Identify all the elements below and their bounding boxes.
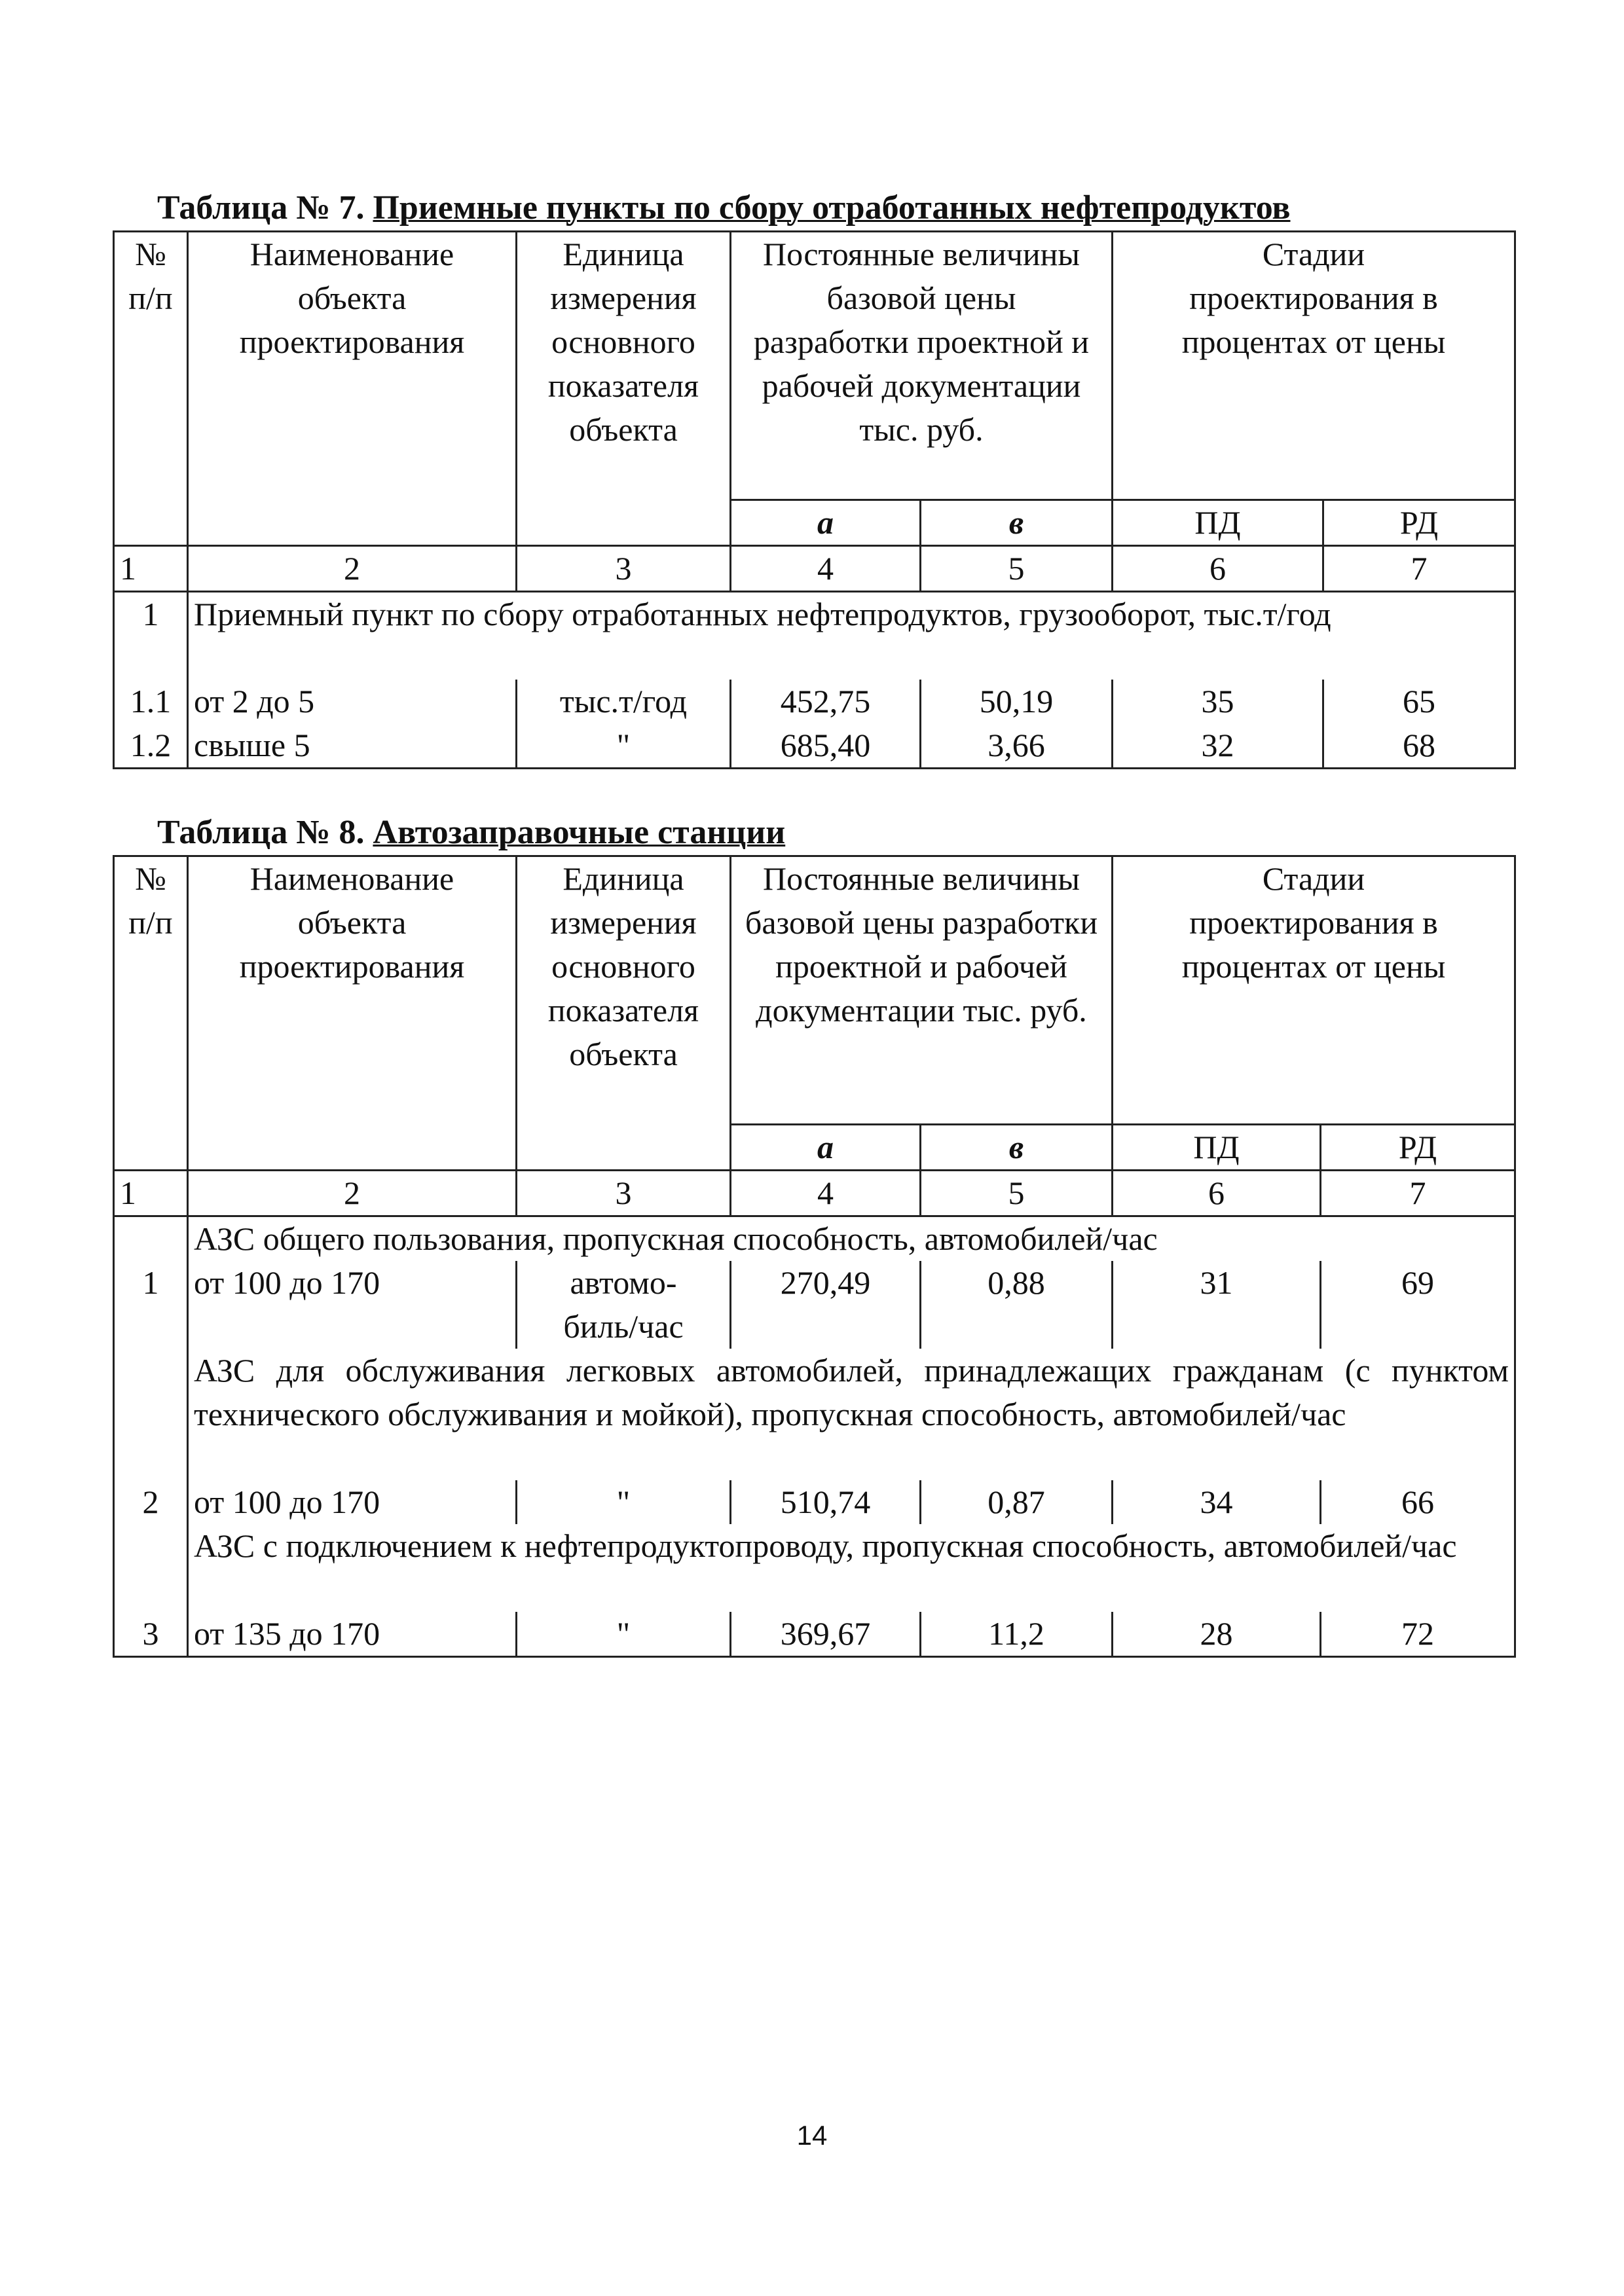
t8-colnum: 4 [731, 1171, 921, 1216]
t8-header-num: № п/п [114, 856, 188, 1171]
t8-header-unit: Единица измерения основного показателя объекта [517, 856, 731, 1171]
t7-row-name: от 2 до 5 [188, 680, 517, 723]
t7-colnum: 5 [921, 546, 1113, 592]
t8-row-rd: 69 [1321, 1261, 1515, 1349]
t8-row-pd: 34 [1113, 1480, 1321, 1524]
t7-group-row [114, 592, 1515, 680]
t8-row-a: 270,49 [731, 1261, 921, 1349]
t7-header-rd: РД [1323, 500, 1515, 546]
t8-colnum: 1 [114, 1171, 188, 1216]
t7-row-pd: 32 [1113, 723, 1323, 769]
t7-row-a: 452,75 [731, 680, 921, 723]
page-number: 14 [796, 2120, 828, 2151]
t8-row-unit: " [517, 1612, 731, 1657]
t8-row-unit: " [517, 1480, 731, 1524]
table8-caption-title: Автозаправочные станции [373, 814, 786, 851]
t8-row-name: от 100 до 170 [188, 1261, 517, 1349]
table-row [114, 1612, 1515, 1657]
t8-row-b: 0,87 [921, 1480, 1113, 1524]
t8-colnum: 6 [1113, 1171, 1321, 1216]
table8-caption-prefix: Таблица № 8. [157, 814, 365, 851]
t8-group-title-row [114, 1524, 1515, 1612]
table8 [113, 855, 1516, 1658]
t7-colnum: 6 [1113, 546, 1323, 592]
t8-num-spacer [114, 1524, 188, 1612]
t8-colnum: 5 [921, 1171, 1113, 1216]
t8-header-rd: РД [1321, 1125, 1515, 1171]
t8-header-name: Наименование объекта проектирования [188, 856, 517, 1171]
t8-row-unit: автомо-биль/час [517, 1261, 731, 1349]
table7-caption [157, 191, 1290, 225]
t7-row-unit: тыс.т/год [517, 680, 731, 723]
t8-row-rd: 72 [1321, 1612, 1515, 1657]
t8-num-spacer [114, 1349, 188, 1480]
t8-group-title-row [114, 1349, 1515, 1480]
t8-colnum: 7 [1321, 1171, 1515, 1216]
table7-caption-prefix: Таблица № 7. [157, 189, 365, 227]
table7 [113, 230, 1516, 769]
t7-header-num: № п/п [114, 232, 188, 546]
t8-header-b: в [921, 1125, 1113, 1171]
t8-header-a: а [731, 1125, 921, 1171]
t8-row-a: 369,67 [731, 1612, 921, 1657]
t7-header-unit: Единица измерения основного показателя объекта [517, 232, 731, 546]
table7-caption-title: Приемные пункты по сбору отработанных нефтепродуктов [373, 189, 1291, 227]
t7-header-name: Наименование объекта проектирования [188, 232, 517, 546]
t7-row-pd: 35 [1113, 680, 1323, 723]
t8-colnum-row [114, 1171, 1515, 1216]
t7-colnum: 4 [731, 546, 921, 592]
t7-row-a: 685,40 [731, 723, 921, 769]
t8-group-title: АЗС для обслуживания легковых автомобилей, принадлежащих гражданам (с пунктом технического обслуживания и мойкой), пропускная способность, автомобилей/час [188, 1349, 1515, 1480]
t8-colnum: 2 [188, 1171, 517, 1216]
t7-row-num: 1.2 [114, 723, 188, 769]
t7-row-b: 50,19 [921, 680, 1113, 723]
t8-row-name: от 135 до 170 [188, 1612, 517, 1657]
t7-row-b: 3,66 [921, 723, 1113, 769]
t8-row-num: 2 [114, 1480, 188, 1524]
t8-header-stages: Стадии проектирования в процентах от цены [1113, 856, 1515, 1125]
t7-row-unit: " [517, 723, 731, 769]
t8-header-const: Постоянные величины базовой цены разработки проектной и рабочей документации тыс. руб. [731, 856, 1113, 1125]
t7-colnum: 2 [188, 546, 517, 592]
t7-colnum: 7 [1323, 546, 1515, 592]
table8-caption [157, 816, 785, 850]
table-row [114, 680, 1515, 723]
t7-colnum-row [114, 546, 1515, 592]
t8-row-name: от 100 до 170 [188, 1480, 517, 1524]
t7-row-num: 1.1 [114, 680, 188, 723]
t7-colnum: 1 [114, 546, 188, 592]
t8-row-pd: 28 [1113, 1612, 1321, 1657]
t7-row-rd: 65 [1323, 680, 1515, 723]
t7-row-rd: 68 [1323, 723, 1515, 769]
t8-group-title: АЗС с подключением к нефтепродуктопроводу, пропускная способность, автомобилей/час [188, 1524, 1515, 1612]
t8-row-num: 1 [114, 1261, 188, 1349]
t8-group-title-row [114, 1216, 1515, 1262]
t7-group-num: 1 [114, 592, 188, 680]
t7-group-title: Приемный пункт по сбору отработанных нефтепродуктов, грузооборот, тыс.т/год [188, 592, 1515, 680]
t7-row-name: свыше 5 [188, 723, 517, 769]
t8-colnum: 3 [517, 1171, 731, 1216]
t8-row-a: 510,74 [731, 1480, 921, 1524]
t7-header-const: Постоянные величины базовой цены разработки проектной и рабочей документации тыс. руб. [731, 232, 1113, 500]
t8-row-b: 0,88 [921, 1261, 1113, 1349]
t7-header-a: а [731, 500, 921, 546]
table-row [114, 1480, 1515, 1524]
t8-row-b: 11,2 [921, 1612, 1113, 1657]
t7-header-pd: ПД [1113, 500, 1323, 546]
t8-row-pd: 31 [1113, 1261, 1321, 1349]
t8-num-spacer [114, 1216, 188, 1262]
t7-header-stages: Стадии проектирования в процентах от цены [1113, 232, 1515, 500]
t8-row-rd: 66 [1321, 1480, 1515, 1524]
t7-header-b: в [921, 500, 1113, 546]
t8-group-title: АЗС общего пользования, пропускная способность, автомобилей/час [188, 1216, 1515, 1262]
table-row [114, 723, 1515, 769]
t7-colnum: 3 [517, 546, 731, 592]
t8-row-num: 3 [114, 1612, 188, 1657]
t8-header-pd: ПД [1113, 1125, 1321, 1171]
table-row [114, 1261, 1515, 1349]
